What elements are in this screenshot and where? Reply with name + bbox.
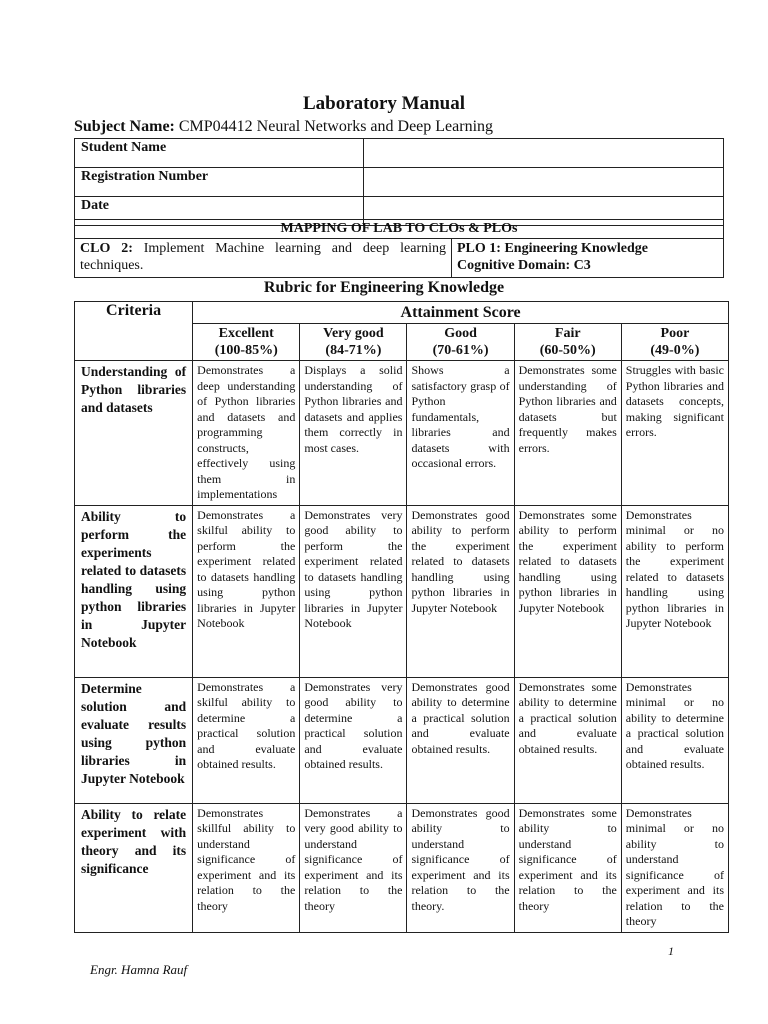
plo-engineering-knowledge: PLO 1: Engineering Knowledge	[457, 241, 648, 256]
plo-cell	[452, 239, 724, 278]
clo-text: Implement Machine learning and deep learning techniques.	[80, 241, 446, 273]
criterion-determine-solution: Determine solution and evaluate results using python libraries in Jupyter Notebook	[75, 677, 193, 803]
criterion-python-libraries: Understanding of Python libraries and datasets	[75, 361, 193, 506]
rubric-title: Rubric for Engineering Knowledge	[263, 279, 505, 296]
clo-cell	[75, 239, 452, 278]
registration-number-label: Registration Number	[75, 168, 364, 197]
document-title: Laboratory Manual	[302, 93, 466, 114]
rubric-row	[75, 505, 729, 677]
rubric-cell: Demonstrates very good ability to determine a practical solution and evaluate obtained results.	[300, 677, 407, 803]
registration-number-field[interactable]	[364, 168, 724, 197]
rubric-cell: Demonstrates a skilful ability to determine a practical solution and evaluate obtained results.	[193, 677, 300, 803]
rubric-cell: Demonstrates good ability to understand significance of experiment and its relation to the theory.	[407, 803, 514, 932]
rubric-row	[75, 677, 729, 803]
footer-author: Engr. Hamna Rauf	[90, 962, 188, 977]
level-header-very-good: Very good (84-71%)	[300, 324, 407, 361]
rubric-cell: Demonstrates minimal or no ability to understand significance of experiment and its relation to the theory	[621, 803, 728, 932]
clo-label: CLO 2:	[80, 241, 133, 256]
rubric-cell: Demonstrates minimal or no ability to perform the experiment related to datasets handling using python libraries in Jupyter Notebook	[621, 505, 728, 677]
student-info-table	[74, 138, 724, 226]
rubric-cell: Demonstrates very good ability to perform the experiment related to datasets handling using python libraries in Jupyter Notebook	[300, 505, 407, 677]
mapping-heading: MAPPING OF LAB TO CLOs & PLOs	[75, 220, 724, 239]
subject-line	[74, 118, 493, 136]
rubric-cell: Demonstrates some ability to perform the experiment related to datasets handling using python libraries in Jupyter Notebook	[514, 505, 621, 677]
rubric-table	[74, 301, 729, 933]
rubric-cell: Demonstrates skillful ability to understand significance of experiment and its relation to the theory	[193, 803, 300, 932]
clo-plo-mapping-table	[74, 219, 724, 278]
attainment-score-header: Attainment Score	[193, 302, 729, 324]
rubric-cell: Demonstrates a very good ability to understand significance of experiment and its relation to the theory	[300, 803, 407, 932]
rubric-cell: Demonstrates good ability to perform the experiment related to datasets handling using python libraries in Jupyter Notebook	[407, 505, 514, 677]
page-number: 1	[668, 944, 674, 958]
student-name-label: Student Name	[75, 139, 364, 168]
subject-label: Subject Name:	[74, 118, 175, 135]
rubric-cell: Struggles with basic Python libraries and datasets concepts, making significant errors.	[621, 361, 728, 506]
level-header-good: Good (70-61%)	[407, 324, 514, 361]
rubric-cell: Demonstrates some ability to understand significance of experiment and its relation to the theory	[514, 803, 621, 932]
date-label: Date	[75, 197, 364, 226]
level-header-excellent: Excellent (100-85%)	[193, 324, 300, 361]
rubric-cell: Demonstrates minimal or no ability to determine a practical solution and evaluate obtained results.	[621, 677, 728, 803]
rubric-cell: Demonstrates a skilful ability to perform the experiment related to datasets handling using python libraries in Jupyter Notebook	[193, 505, 300, 677]
rubric-cell: Shows a satisfactory grasp of Python fundamentals, libraries and datasets with occasional errors.	[407, 361, 514, 506]
criterion-relate-theory: Ability to relate experiment with theory and its significance	[75, 803, 193, 932]
info-row-student-name	[75, 139, 724, 168]
rubric-row	[75, 803, 729, 932]
criterion-perform-experiments: Ability to perform the experiments related to datasets handling using python libraries in Jupyter Notebook	[75, 505, 193, 677]
rubric-cell: Displays a solid understanding of Python libraries and datasets and applies them correctly in most cases.	[300, 361, 407, 506]
rubric-cell: Demonstrates some understanding of Python libraries and datasets but frequently makes errors.	[514, 361, 621, 506]
level-header-fair: Fair (60-50%)	[514, 324, 621, 361]
cognitive-domain: Cognitive Domain: C3	[457, 258, 591, 273]
rubric-cell: Demonstrates some ability to determine a practical solution and evaluate obtained results.	[514, 677, 621, 803]
rubric-row	[75, 361, 729, 506]
subject-value: CMP04412 Neural Networks and Deep Learning	[174, 118, 494, 135]
rubric-cell: Demonstrates a deep understanding of Python libraries and datasets and programming constructs, effectively using them in implementations	[193, 361, 300, 506]
info-row-registration-number	[75, 168, 724, 197]
level-header-poor: Poor (49-0%)	[621, 324, 728, 361]
rubric-cell: Demonstrates good ability to determine a practical solution and evaluate obtained results.	[407, 677, 514, 803]
criteria-header: Criteria	[75, 302, 193, 361]
student-name-field[interactable]	[364, 139, 724, 168]
